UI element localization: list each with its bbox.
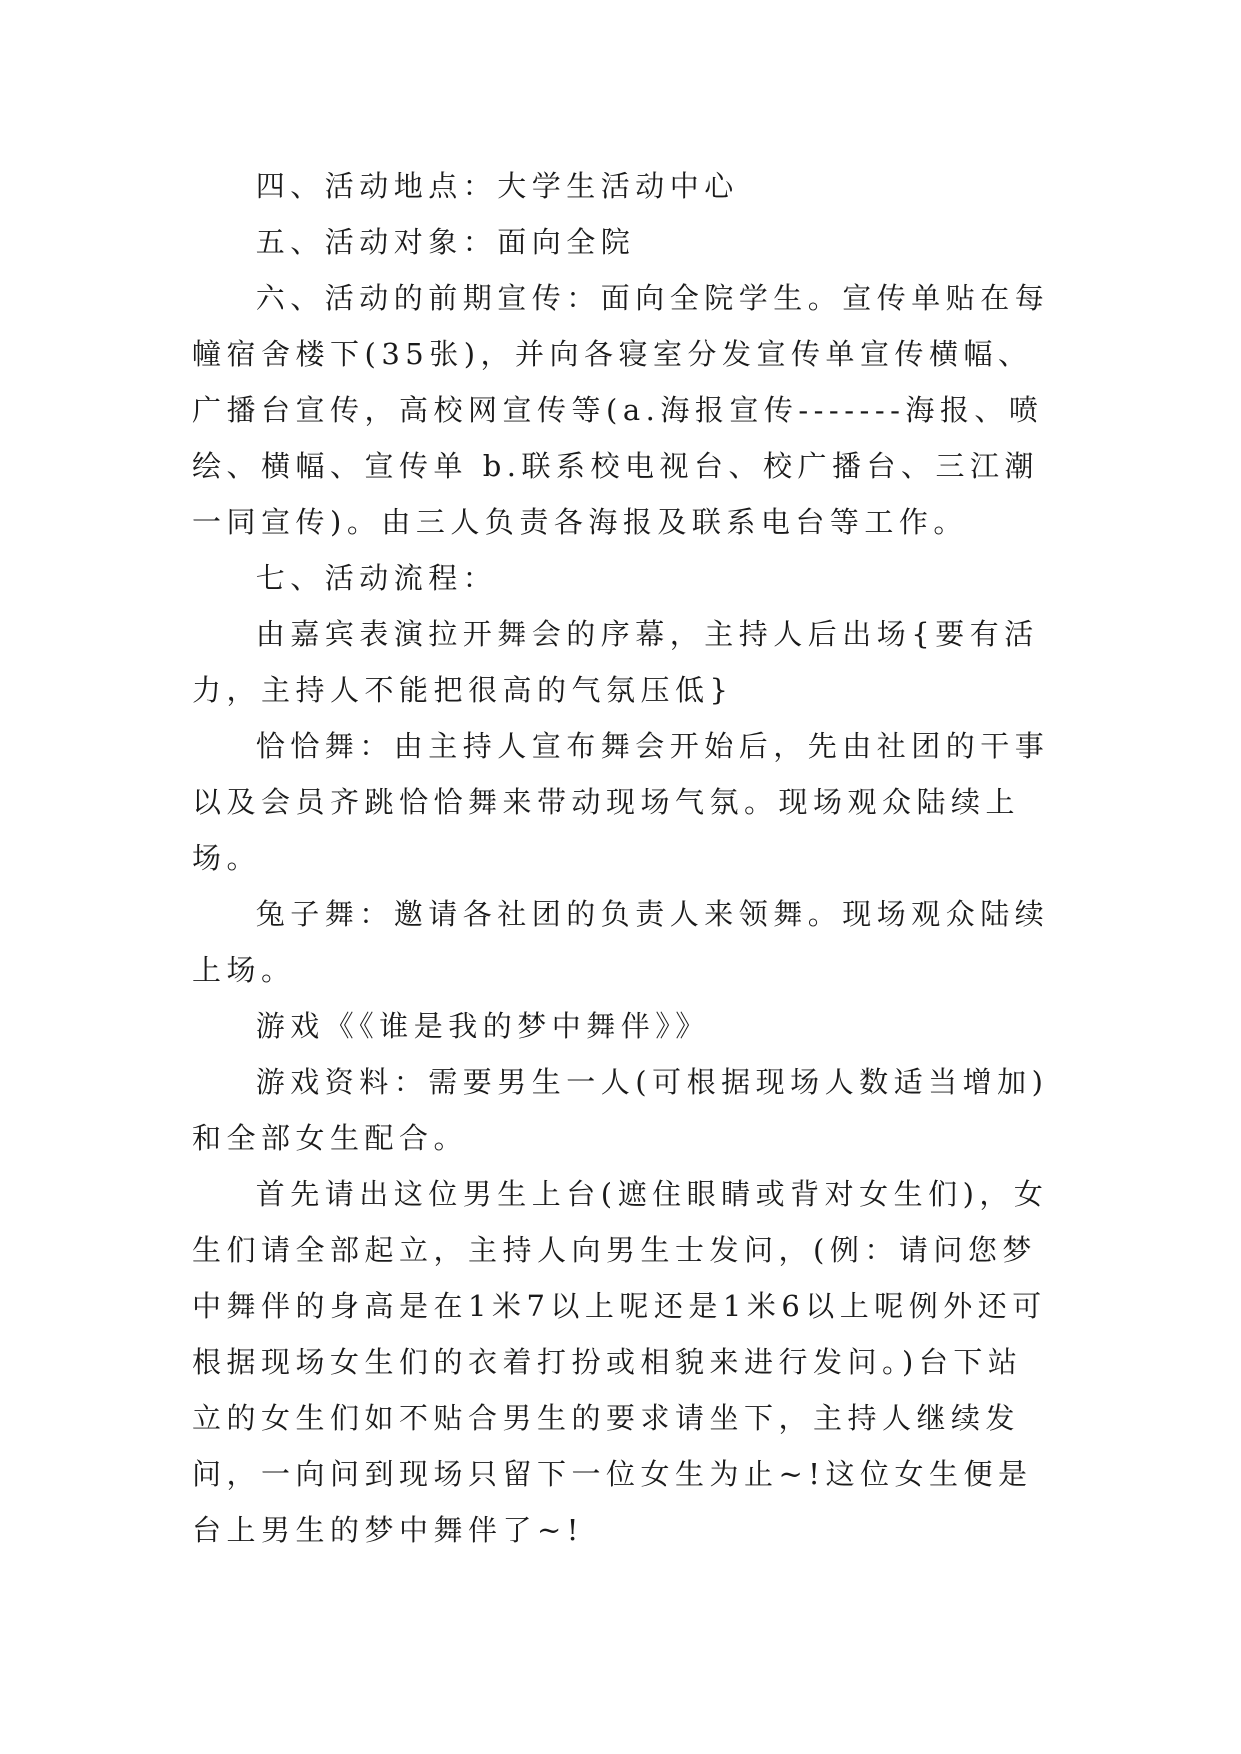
paragraph-promotion: 六、活动的前期宣传：面向全院学生。宣传单贴在每幢宿舍楼下(35张)，并向各寝室分发宣传单宣传横幅、广播台宣传，高校网宣传等(a.海报宣传-------海报、喷绘、横幅、宣传单 b.联系校电视台、校广播台、三江潮一同宣传)。由三人负责各海报及联系电台等工作。 <box>192 281 1050 539</box>
paragraph-game-rules: 首先请出这位男生上台(遮住眼睛或背对女生们)，女生们请全部起立，主持人向男生士发问，(例：请问您梦中舞伴的身高是在1米7以上呢还是1米6以上呢例外还可根据现场女生们的衣着打扮或相貌来进行发问。)台下站立的女生们如不贴合男生的要求请坐下，主持人继续发问，一向问到现场只留下一位女生为止~!这位女生便是台上男生的梦中舞伴了~! <box>192 1177 1049 1547</box>
paragraph-bunny-dance: 兔子舞：邀请各社团的负责人来领舞。现场观众陆续上场。 <box>192 897 1050 987</box>
paragraph-process-heading: 七、活动流程： <box>255 561 498 595</box>
paragraph-game-title: 游戏《《谁是我的梦中舞伴》》 <box>255 1009 710 1043</box>
paragraph-activity-target: 五、活动对象：面向全院 <box>255 225 636 259</box>
paragraph-opening: 由嘉宾表演拉开舞会的序幕，主持人后出场{要有活力，主持人不能把很高的气氛压低} <box>192 617 1039 707</box>
document-page <box>192 158 1054 1558</box>
paragraph-chacha-dance: 恰恰舞：由主持人宣布舞会开始后，先由社团的干事以及会员齐跳恰恰舞来带动现场气氛。现场观众陆续上场。 <box>192 729 1050 875</box>
paragraph-activity-location: 四、活动地点：大学生活动中心 <box>255 169 739 203</box>
paragraph-game-materials: 游戏资料：需要男生一人(可根据现场人数适当增加)和全部女生配合。 <box>192 1065 1049 1155</box>
